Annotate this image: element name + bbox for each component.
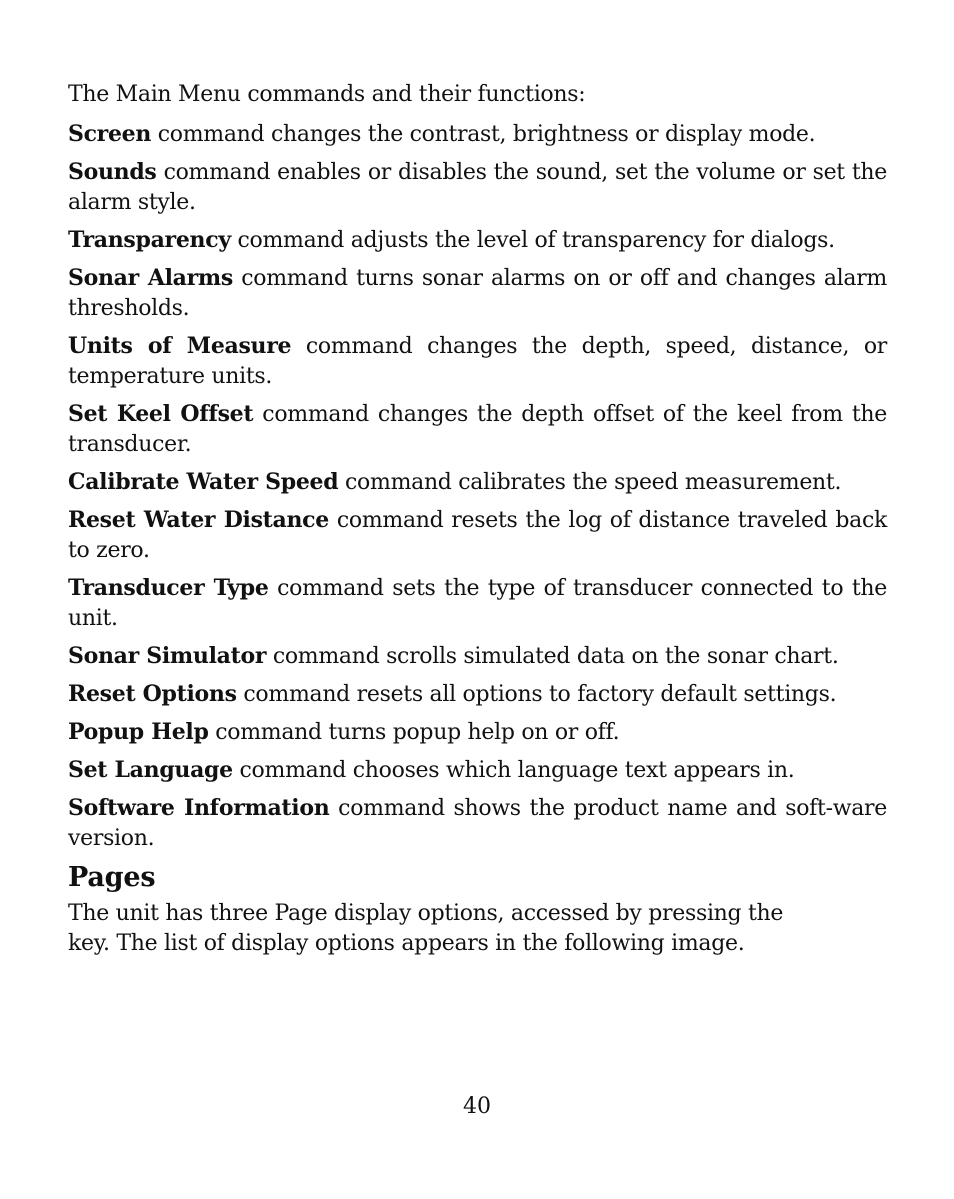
intro-text: The Main Menu commands and their functions:	[68, 82, 586, 107]
command-description: command turns popup help on or off.	[208, 720, 620, 745]
page-number: 40	[463, 1094, 491, 1119]
command-description: command calibrates the speed measurement.	[338, 470, 842, 495]
command-term: Transparency	[68, 227, 231, 253]
command-entry-set-keel-offset	[68, 399, 887, 460]
command-term: Sonar Alarms	[68, 265, 233, 291]
command-entry-sonar-simulator	[68, 641, 887, 672]
command-entry-sounds	[68, 157, 887, 218]
command-term: Sonar Simulator	[68, 643, 267, 669]
section-heading-pages: Pages	[68, 862, 156, 893]
command-term: Software Information	[68, 795, 330, 821]
command-description: command changes the contrast, brightness or display mode.	[151, 122, 816, 147]
command-description: command turns sonar alarms on or off and changes alarm thresholds.	[68, 266, 887, 321]
document-page	[68, 80, 887, 959]
command-entry-transparency	[68, 225, 887, 256]
command-term: Transducer Type	[68, 575, 269, 601]
command-entry-reset-water-distance	[68, 505, 887, 566]
command-entry-calibrate-water-speed	[68, 467, 887, 498]
command-entry-popup-help	[68, 717, 887, 748]
command-term: Reset Water Distance	[68, 507, 329, 533]
command-description: command resets all options to factory default settings.	[236, 682, 837, 707]
command-entry-set-language	[68, 755, 887, 786]
command-description: command chooses which language text appears in.	[232, 758, 795, 783]
command-entry-screen	[68, 119, 887, 150]
command-term: Units of Measure	[68, 333, 292, 359]
command-term: Screen	[68, 121, 152, 147]
command-term: Calibrate Water Speed	[68, 469, 339, 495]
pages-paragraph: The unit has three Page display options, accessed by pressing the key. The list of display options appears in the following image.	[68, 901, 784, 956]
command-entry-sonar-alarms	[68, 263, 887, 324]
command-description: command changes the depth, speed, distance, or temperature units.	[68, 334, 887, 389]
command-description: command shows the product name and soft-ware version.	[68, 796, 887, 851]
command-entry-transducer-type	[68, 573, 887, 634]
command-description: command scrolls simulated data on the sonar chart.	[266, 644, 839, 669]
command-description: command changes the depth offset of the keel from the transducer.	[68, 402, 887, 457]
command-term: Set Keel Offset	[68, 401, 254, 427]
command-description: command enables or disables the sound, set the volume or set the alarm style.	[68, 160, 887, 215]
command-entry-reset-options	[68, 679, 887, 710]
command-description: command sets the type of transducer connected to the unit.	[68, 576, 887, 631]
command-entry-software-information	[68, 793, 887, 854]
command-term: Popup Help	[68, 719, 209, 745]
command-term: Reset Options	[68, 681, 237, 707]
command-entry-units-of-measure	[68, 331, 887, 392]
command-description: command resets the log of distance traveled back to zero.	[68, 508, 887, 563]
command-description: command adjusts the level of transparency for dialogs.	[230, 228, 835, 253]
command-list	[68, 119, 887, 854]
command-term: Set Language	[68, 757, 233, 783]
command-term: Sounds	[68, 159, 157, 185]
